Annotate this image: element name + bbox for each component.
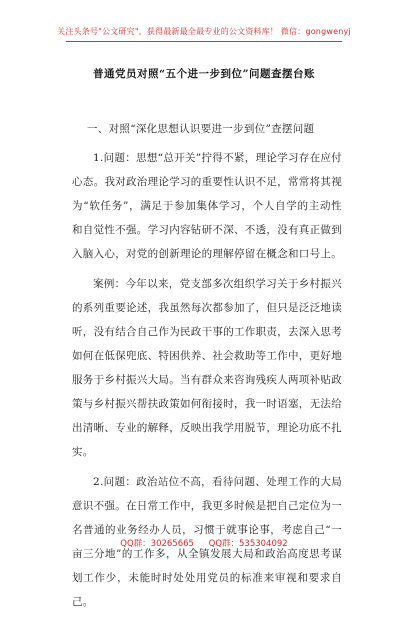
- footer-contact: [0, 537, 408, 549]
- section-heading: 一、对照“深化思想认识要进一步到位”查摆问题: [87, 123, 315, 135]
- qq-group-1: QQ群：30265665: [120, 539, 194, 549]
- header-divider: [66, 41, 342, 42]
- document-title: 普通党员对照“五个进一步到位”问题查摆台账: [92, 68, 316, 80]
- paragraph: 1.问题：思想“总开关”拧得不紧，理论学习存在应付心态。我对政治理论学习的重要性认识不足，常常将其视为“软任务”，满足于参加集体学习，个人自学的主动性和自觉性不强。学习内容钻研不深、不透，没有真正做到入脑入心，对党的创新理论的理解停留在概念和口号上。: [72, 152, 342, 260]
- paragraph: 2.问题：政治站位不高，看待问题、处理工作的大局意识不强。在日常工作中，我更多时候是把自己定位为一名普通的业务经办人员，习惯于就事论事，考虑自己“一亩三分地”的工作多，从全镇发展大局和政治高度思考谋划工作少，未能时时处处用党员的标准来审视和要求自己。: [72, 476, 342, 608]
- qq-group-2: QQ群：535304092: [208, 539, 288, 549]
- header-banner: 关注头条号"公文研究"，获得最新最全最专业的公文资料库！ 微信：gongwenyj: [57, 27, 351, 36]
- paragraph: 案例：今年以来，党支部多次组织学习关于乡村振兴的系列重要论述，我虽然每次都参加了，但只是泛泛地读听，没有结合自己作为民政干事的工作职责，去深入思考如何在低保兜底、特困供养、社会救助等工作中，更好地服务于乡村振兴大局。当有群众来咨询残疾人两项补贴政策与乡村振兴帮扶政策如何衔接时，我一时语塞，无法给出清晰、专业的解释，反映出我学用脱节，理论功底不扎实。: [72, 278, 342, 458]
